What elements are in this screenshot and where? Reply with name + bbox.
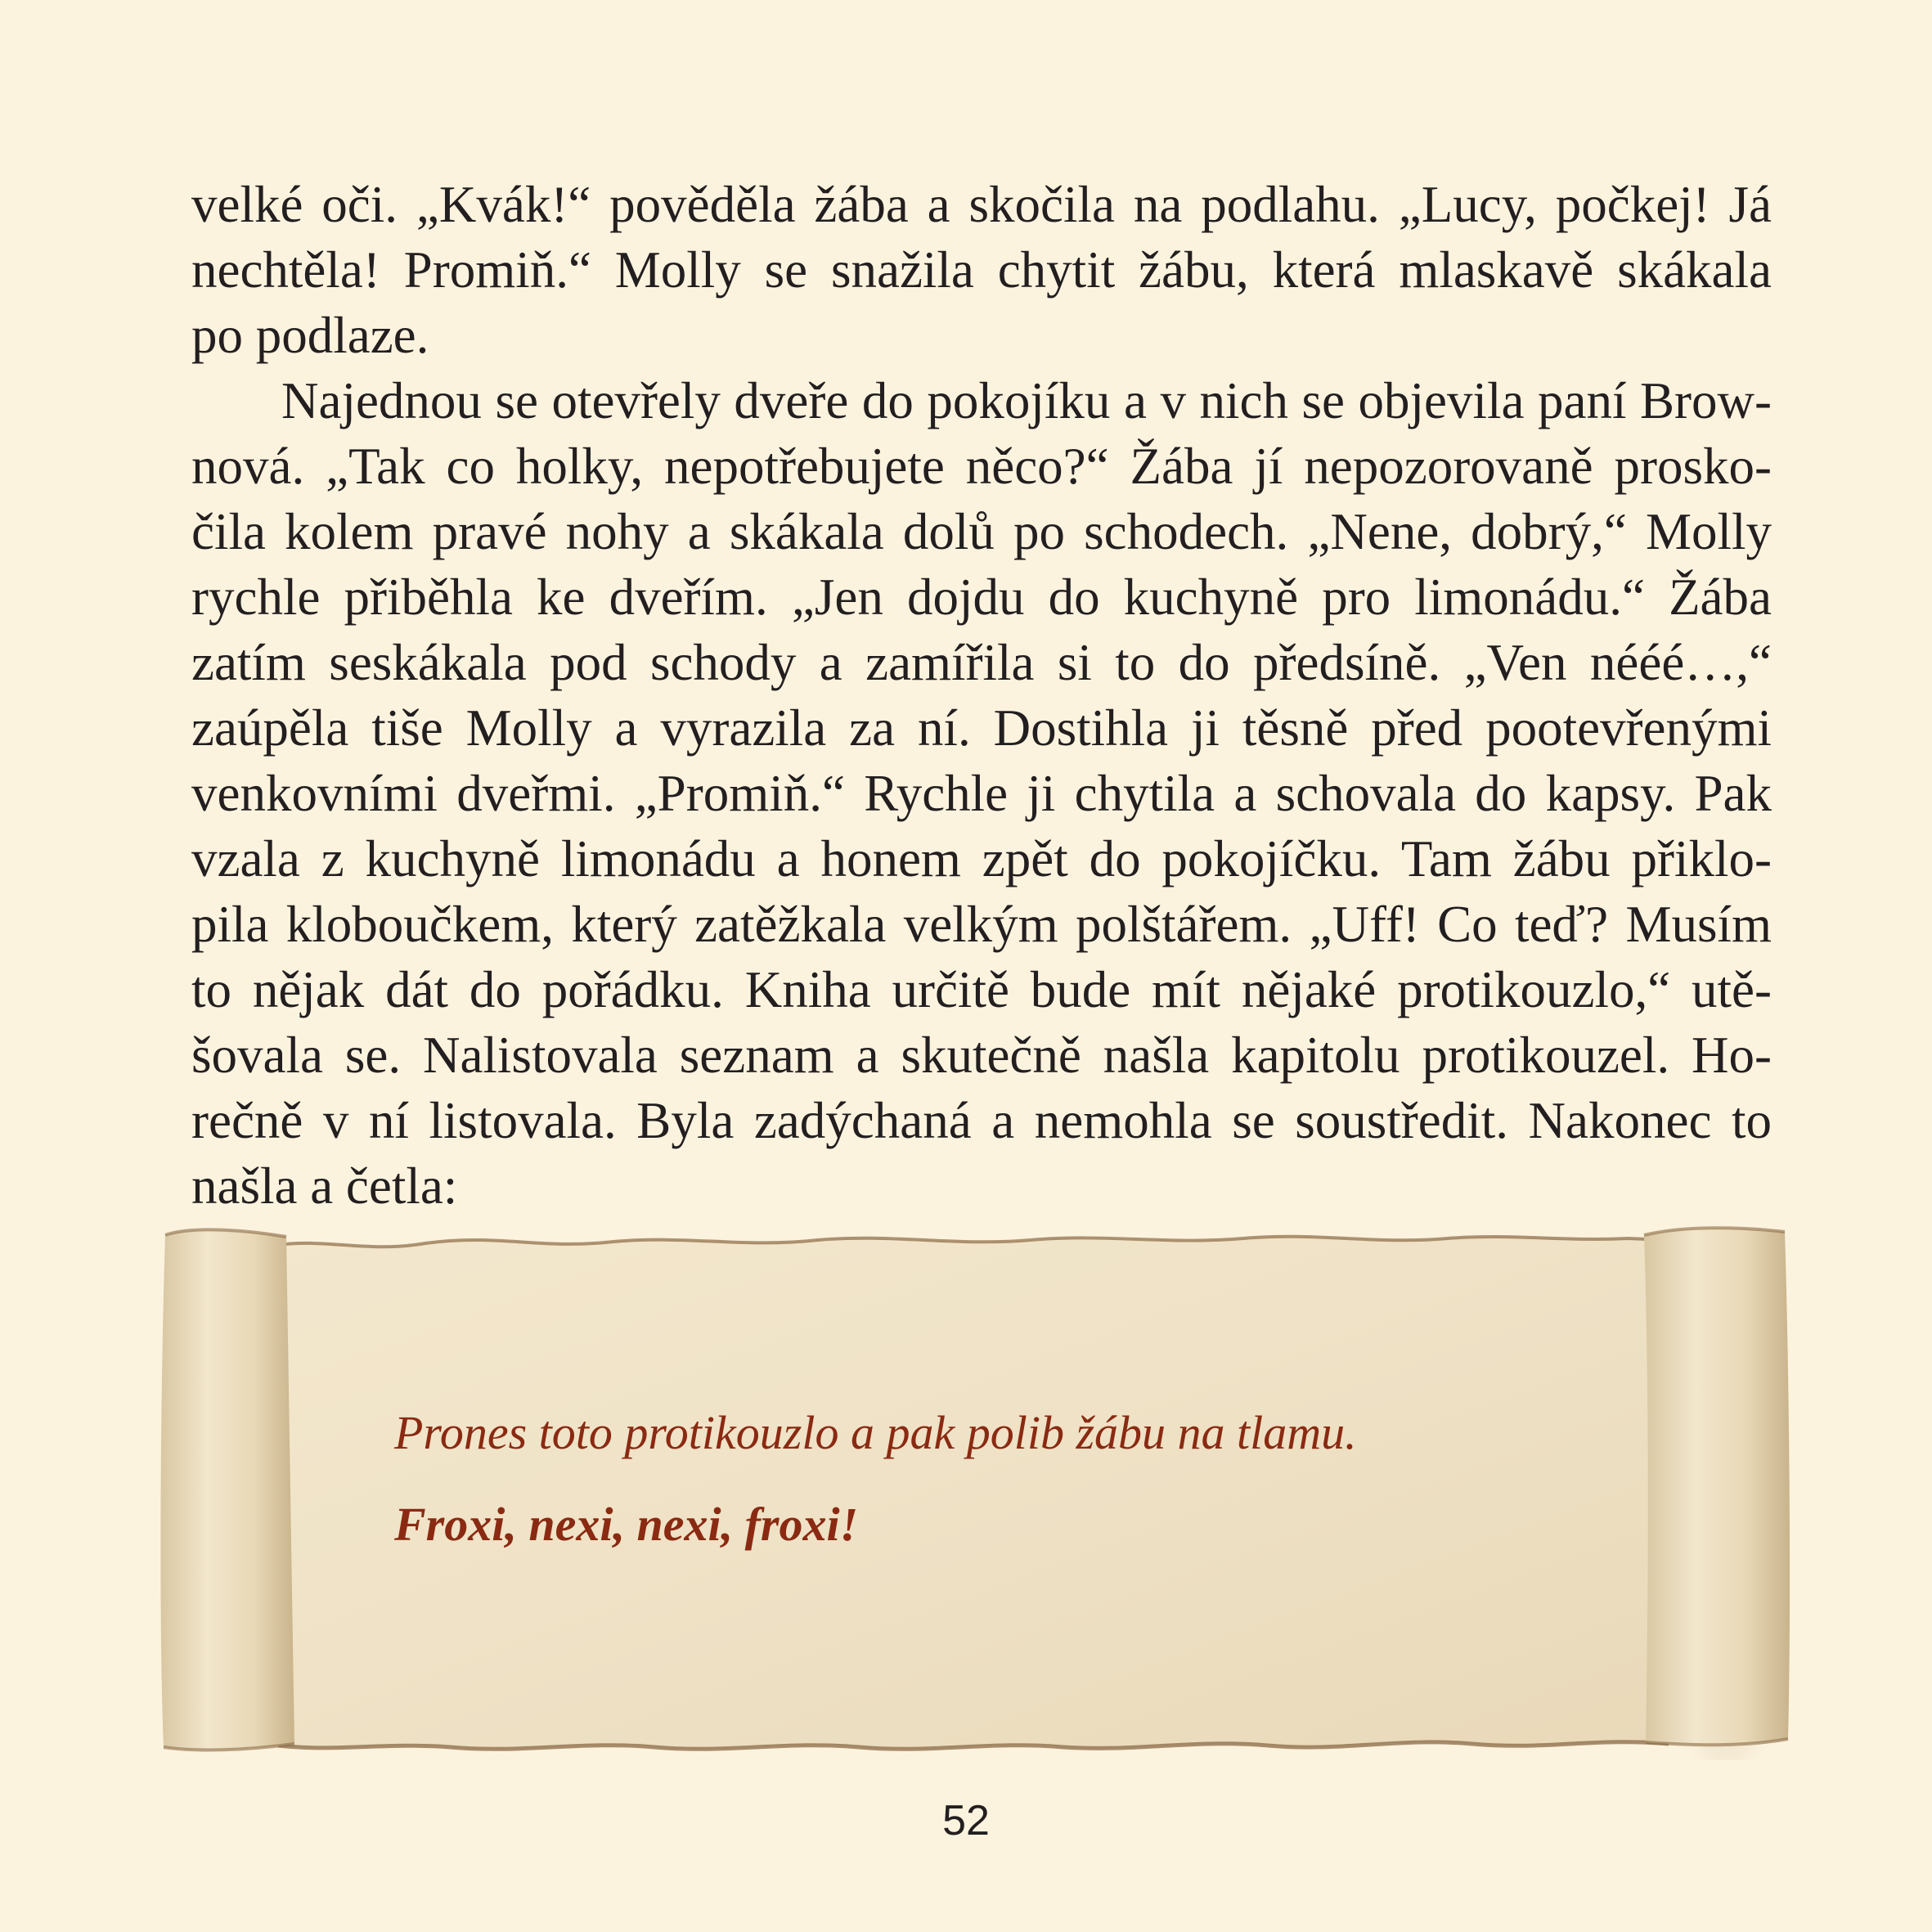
parchment-scroll-graphic: [155, 1220, 1799, 1760]
spell-incantation: Froxi, nexi, nexi, froxi!: [394, 1498, 859, 1551]
parchment-scroll: [155, 1220, 1799, 1760]
text-line: po podlaze.: [191, 307, 429, 364]
story-text: [191, 172, 1772, 1219]
text-line: velké oči. „Kvák!“ pověděla žába a skočila na podlahu. „Lucy, počkej! Já: [191, 176, 1772, 233]
page-number: 52: [942, 1797, 990, 1844]
text-line: Najednou se otevřely dveře do pokojíku a v nich se objevila paní Brow-: [281, 372, 1772, 429]
text-line: nová. „Tak co holky, nepotřebujete něco?“ Žába jí nepozorovaně prosko-: [191, 438, 1772, 495]
text-line: zaúpěla tiše Molly a vyrazila za ní. Dostihla ji těsně před pootevřenými: [191, 699, 1772, 757]
text-line: rečně v ní listovala. Byla zadýchaná a nemohla se soustředit. Nakonec to: [191, 1092, 1772, 1149]
spell-instruction: Prones toto protikouzlo a pak polib žábu na tlamu.: [394, 1406, 1357, 1459]
text-line: čila kolem pravé nohy a skákala dolů po schodech. „Nene, dobrý,“ Molly: [191, 503, 1772, 560]
text-line: to nějak dát do pořádku. Kniha určitě bude mít nějaké protikouzlo,“ utě-: [191, 961, 1772, 1018]
text-line: vzala z kuchyně limonádu a honem zpět do pokojíčku. Tam žábu přiklo-: [191, 830, 1772, 887]
text-line: zatím seskákala pod schody a zamířila si to do předsíně. „Ven nééé…,“: [191, 634, 1772, 691]
text-line: rychle přiběhla ke dveřím. „Jen dojdu do kuchyně pro limonádu.“ Žába: [191, 568, 1772, 626]
text-line: šovala se. Nalistovala seznam a skutečně našla kapitolu protikouzel. Ho-: [191, 1027, 1772, 1084]
text-line: nechtěla! Promiň.“ Molly se snažila chytit žábu, která mlaskavě skákala: [191, 241, 1772, 299]
text-line: venkovními dveřmi. „Promiň.“ Rychle ji chytila a schovala do kapsy. Pak: [191, 765, 1772, 822]
text-line: pila kloboučkem, který zatěžkala velkým polštářem. „Uff! Co teď? Musím: [191, 896, 1772, 953]
text-line: našla a četla:: [191, 1157, 458, 1215]
